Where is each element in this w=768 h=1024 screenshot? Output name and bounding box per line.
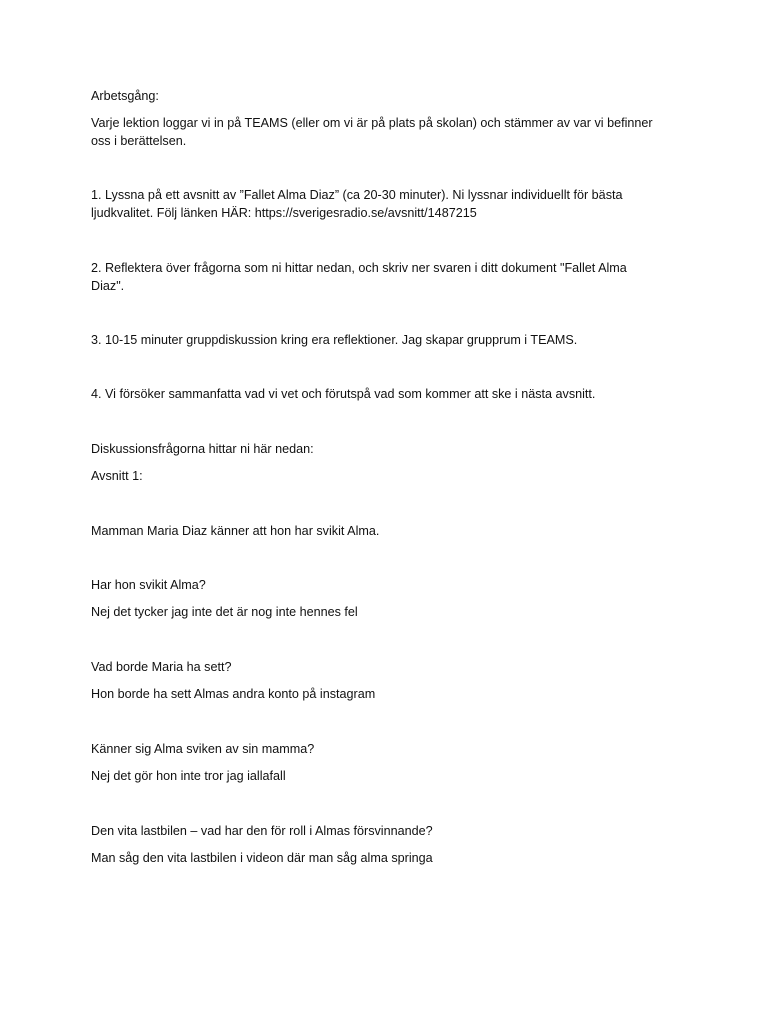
episode-label: Avsnitt 1: <box>91 469 143 483</box>
answer-3: Nej det gör hon inte tror jag iallafall <box>91 769 286 783</box>
step-3: 3. 10-15 minuter gruppdiskussion kring era reflektioner. Jag skapar grupprum i TEAMS. <box>91 333 578 347</box>
intro-line-2: oss i berättelsen. <box>91 134 187 148</box>
step-1-line-1: 1. Lyssna på ett avsnitt av ”Fallet Alma Diaz” (ca 20-30 minuter). Ni lyssnar individuellt för bästa <box>91 188 623 202</box>
step-4: 4. Vi försöker sammanfatta vad vi vet och förutspå vad som kommer att ske i nästa avsnitt. <box>91 387 596 401</box>
answer-4: Man såg den vita lastbilen i videon där man såg alma springa <box>91 851 433 865</box>
question-4: Den vita lastbilen – vad har den för roll i Almas försvinnande? <box>91 824 433 838</box>
questions-heading: Diskussionsfrågorna hittar ni här nedan: <box>91 442 314 456</box>
intro-line-1: Varje lektion loggar vi in på TEAMS (eller om vi är på plats på skolan) och stämmer av var vi befinner <box>91 116 653 130</box>
question-3: Känner sig Alma sviken av sin mamma? <box>91 742 315 756</box>
answer-2: Hon borde ha sett Almas andra konto på instagram <box>91 687 376 701</box>
question-2: Vad borde Maria ha sett? <box>91 660 232 674</box>
heading: Arbetsgång: <box>91 89 159 103</box>
step-2-line-2: Diaz". <box>91 279 125 293</box>
statement: Mamman Maria Diaz känner att hon har svikit Alma. <box>91 524 380 538</box>
step-1-line-2: ljudkvalitet. Följ länken HÄR: https://sverigesradio.se/avsnitt/1487215 <box>91 206 477 220</box>
step-2-line-1: 2. Reflektera över frågorna som ni hittar nedan, och skriv ner svaren i ditt dokument "Fallet Alma <box>91 261 627 275</box>
answer-1: Nej det tycker jag inte det är nog inte hennes fel <box>91 605 358 619</box>
question-1: Har hon svikit Alma? <box>91 578 206 592</box>
